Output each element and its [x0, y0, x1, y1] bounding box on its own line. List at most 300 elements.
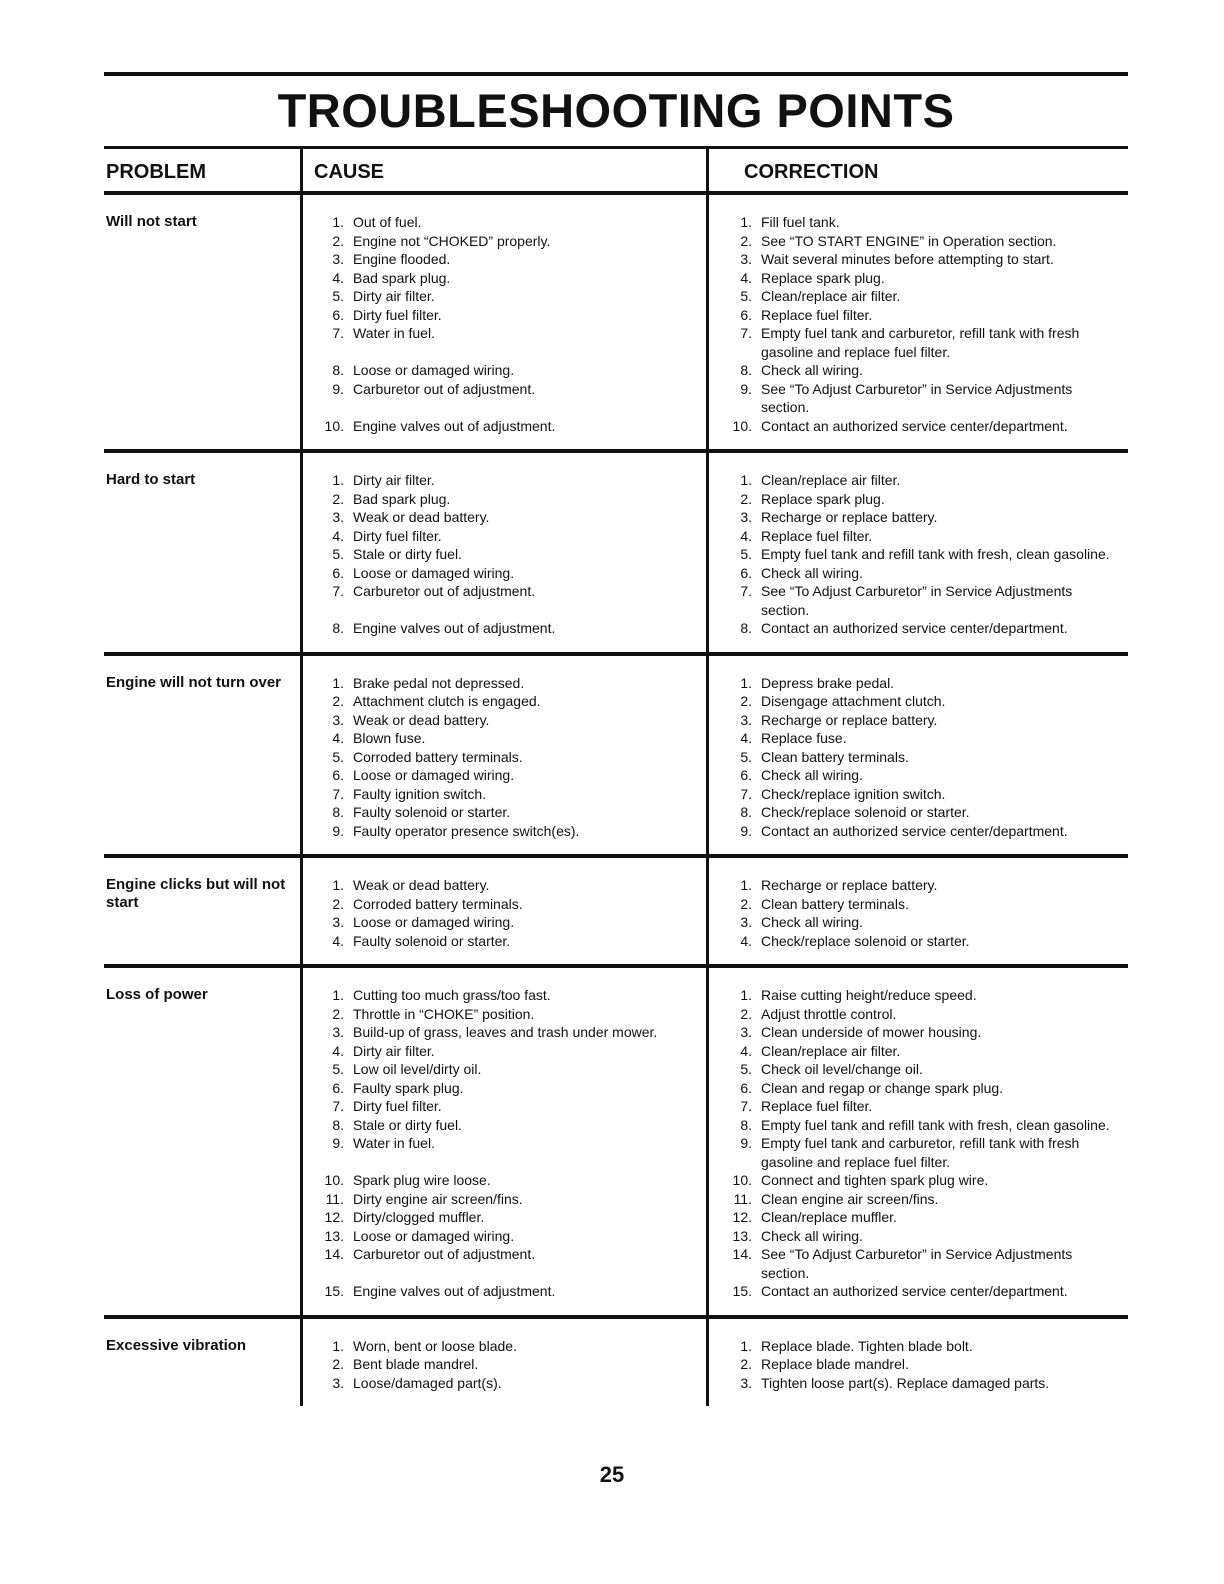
correction-item	[712, 674, 1128, 693]
cause-column	[306, 453, 712, 652]
item-number: 5.	[332, 1061, 344, 1077]
correction-column	[712, 858, 1128, 964]
item-number: 7.	[332, 325, 344, 341]
item-text: Check all wiring.	[761, 564, 863, 581]
item-text: Replace spark plug.	[761, 490, 885, 507]
problem-section	[104, 968, 1128, 1315]
correction-list	[712, 986, 1128, 1301]
cause-item	[306, 361, 712, 380]
item-text: Clean/replace air filter.	[761, 1042, 901, 1059]
item-text: Empty fuel tank and carburetor, refill tank with fresh gasoline and replace fuel filter.	[761, 1135, 1080, 1170]
correction-item	[712, 1171, 1128, 1190]
item-number: 3.	[740, 711, 752, 728]
item-text: Clean and regap or change spark plug.	[761, 1079, 1004, 1096]
item-number: 6.	[332, 767, 344, 783]
cause-item	[306, 527, 712, 546]
item-text: Build-up of grass, leaves and trash under mower.	[353, 1024, 658, 1040]
item-text: Connect and tighten spark plug wire.	[761, 1172, 989, 1188]
cause-list	[306, 213, 712, 435]
item-number: 6.	[332, 306, 344, 323]
item-text: Faulty operator presence switch(es).	[353, 822, 580, 839]
item-number: 3.	[740, 1374, 752, 1391]
cause-list	[306, 471, 712, 638]
correction-list	[712, 213, 1128, 435]
cause-item	[306, 822, 712, 841]
cause-item	[306, 1116, 712, 1135]
cause-item	[306, 287, 712, 306]
item-number: 5.	[332, 288, 344, 304]
item-text: Check/replace solenoid or starter.	[761, 804, 970, 820]
item-text: Loose or damaged wiring.	[353, 564, 515, 581]
cause-list	[306, 876, 712, 950]
cause-item	[306, 1134, 712, 1153]
cause-column	[306, 968, 712, 1315]
item-text: Recharge or replace battery.	[761, 509, 938, 525]
item-number: 2.	[740, 895, 752, 912]
cause-item	[306, 1079, 712, 1098]
item-number: 12.	[324, 1209, 344, 1225]
column-divider	[706, 656, 709, 855]
correction-item	[712, 1208, 1128, 1227]
correction-item	[712, 1060, 1128, 1079]
item-text: Dirty air filter.	[353, 472, 435, 488]
item-text: Weak or dead battery.	[353, 509, 490, 525]
column-divider	[706, 195, 709, 449]
cause-item	[306, 1190, 712, 1209]
correction-item	[712, 471, 1128, 490]
item-number: 1.	[740, 1337, 752, 1354]
problem-section	[104, 1319, 1128, 1407]
column-divider	[706, 1319, 709, 1407]
item-number: 7.	[332, 1098, 344, 1114]
column-divider	[300, 656, 303, 855]
correction-column	[712, 656, 1128, 855]
item-number: 3.	[740, 914, 752, 930]
item-number: 7.	[740, 1098, 752, 1114]
item-text: Loose or damaged wiring.	[353, 1227, 515, 1244]
item-number: 1.	[740, 472, 752, 488]
correction-item	[712, 785, 1128, 804]
item-number: 13.	[324, 1227, 344, 1244]
correction-item	[712, 1282, 1128, 1301]
item-number: 3.	[332, 1024, 344, 1040]
correction-item	[712, 619, 1128, 638]
item-text: Engine valves out of adjustment.	[353, 417, 556, 434]
item-text: Dirty fuel filter.	[353, 527, 442, 544]
item-text: Out of fuel.	[353, 214, 422, 230]
cause-item	[306, 1374, 712, 1393]
item-text: Water in fuel.	[353, 325, 435, 341]
item-number: 10.	[324, 1172, 344, 1188]
correction-item	[712, 876, 1128, 895]
correction-column	[712, 195, 1128, 449]
item-text: Contact an authorized service center/department.	[761, 1283, 1068, 1299]
item-number: 3.	[332, 914, 344, 930]
item-text: Brake pedal not depressed.	[353, 674, 525, 691]
item-number: 3.	[740, 1024, 752, 1040]
item-number: 2.	[740, 1356, 752, 1372]
cause-list	[306, 986, 712, 1301]
item-text: Clean battery terminals.	[761, 748, 909, 765]
item-number: 2.	[740, 232, 752, 249]
item-number: 1.	[332, 674, 344, 691]
problem-section	[104, 656, 1128, 855]
item-number: 14.	[324, 1246, 344, 1262]
item-number: 2.	[740, 490, 752, 507]
correction-item	[712, 1337, 1128, 1356]
correction-item	[712, 527, 1128, 546]
item-text: Replace fuse.	[761, 730, 847, 746]
header-correction: CORRECTION	[744, 161, 879, 183]
item-text: Contact an authorized service center/department.	[761, 417, 1068, 434]
cause-item	[306, 582, 712, 601]
correction-column	[712, 1319, 1128, 1407]
correction-item	[712, 582, 1128, 619]
correction-item	[712, 1355, 1128, 1374]
item-text: Check all wiring.	[761, 362, 863, 378]
item-text: Faulty solenoid or starter.	[353, 804, 511, 820]
item-number: 15.	[324, 1283, 344, 1299]
item-number: 9.	[740, 822, 752, 839]
item-number: 7.	[740, 325, 752, 341]
correction-item	[712, 692, 1128, 711]
item-number: 1.	[740, 674, 752, 691]
list-spacer	[306, 1153, 712, 1172]
cause-item	[306, 895, 712, 914]
item-text: Carburetor out of adjustment.	[353, 583, 536, 599]
item-text: Bad spark plug.	[353, 269, 451, 286]
item-text: See “To Adjust Carburetor” in Service Adjustments section.	[761, 380, 1073, 415]
cause-item	[306, 490, 712, 509]
correction-item	[712, 822, 1128, 841]
item-text: Engine flooded.	[353, 251, 451, 267]
item-text: Engine valves out of adjustment.	[353, 1283, 556, 1299]
item-number: 2.	[740, 1005, 752, 1022]
cause-item	[306, 1023, 712, 1042]
problem-label: Will not start	[106, 213, 197, 230]
item-text: Weak or dead battery.	[353, 877, 490, 893]
item-number: 6.	[740, 1079, 752, 1096]
problem-label: Excessive vibration	[106, 1336, 247, 1354]
cause-item	[306, 1097, 712, 1116]
item-number: 6.	[332, 1079, 344, 1096]
item-number: 11.	[733, 1190, 752, 1207]
correction-item	[712, 932, 1128, 951]
item-text: Corroded battery terminals.	[353, 748, 523, 765]
item-text: Clean/replace air filter.	[761, 288, 901, 304]
correction-item	[712, 232, 1128, 251]
correction-item	[712, 287, 1128, 306]
item-text: Loose or damaged wiring.	[353, 914, 515, 930]
item-text: Fill fuel tank.	[761, 214, 840, 230]
correction-item	[712, 417, 1128, 436]
item-text: Check oil level/change oil.	[761, 1061, 923, 1077]
item-number: 5.	[740, 546, 752, 562]
item-text: Bad spark plug.	[353, 490, 451, 507]
item-text: Dirty fuel filter.	[353, 1098, 442, 1114]
cause-item	[306, 417, 712, 436]
correction-item	[712, 508, 1128, 527]
item-number: 4.	[740, 527, 752, 544]
correction-item	[712, 1097, 1128, 1116]
item-text: Check all wiring.	[761, 914, 863, 930]
cause-item	[306, 876, 712, 895]
item-text: Spark plug wire loose.	[353, 1172, 491, 1188]
item-text: Blown fuse.	[353, 730, 426, 746]
item-number: 1.	[332, 472, 344, 488]
item-text: Dirty air filter.	[353, 1042, 435, 1059]
item-text: Disengage attachment clutch.	[761, 693, 946, 709]
column-divider	[706, 453, 709, 652]
item-text: Loose or damaged wiring.	[353, 767, 515, 783]
item-number: 1.	[332, 987, 344, 1003]
item-text: Depress brake pedal.	[761, 674, 895, 691]
column-divider	[300, 858, 303, 964]
item-number: 1.	[332, 877, 344, 893]
item-number: 4.	[740, 730, 752, 746]
item-text: See “To Adjust Carburetor” in Service Adjustments section.	[761, 1246, 1073, 1281]
item-number: 9.	[332, 822, 344, 839]
item-text: Faulty ignition switch.	[353, 785, 487, 802]
item-number: 9.	[332, 380, 344, 397]
correction-item	[712, 545, 1128, 564]
correction-item	[712, 766, 1128, 785]
item-number: 8.	[332, 804, 344, 820]
correction-item	[712, 564, 1128, 583]
item-text: See “TO START ENGINE” in Operation section.	[761, 232, 1057, 249]
item-number: 6.	[332, 564, 344, 581]
item-text: Check/replace solenoid or starter.	[761, 932, 970, 949]
item-number: 8.	[740, 1116, 752, 1133]
cause-item	[306, 711, 712, 730]
item-text: Faulty spark plug.	[353, 1079, 464, 1096]
item-text: Check/replace ignition switch.	[761, 785, 946, 802]
item-number: 3.	[740, 251, 752, 267]
correction-item	[712, 748, 1128, 767]
item-number: 1.	[332, 1337, 344, 1354]
cause-item	[306, 692, 712, 711]
item-text: Engine valves out of adjustment.	[353, 620, 556, 636]
problem-section	[104, 858, 1128, 964]
item-text: Worn, bent or loose blade.	[353, 1337, 517, 1354]
item-text: Check all wiring.	[761, 767, 863, 783]
troubleshooting-page	[104, 72, 1128, 1406]
correction-item	[712, 250, 1128, 269]
item-text: Water in fuel.	[353, 1135, 435, 1151]
problem-label: Engine clicks but will not start	[106, 876, 286, 911]
cause-item	[306, 1208, 712, 1227]
correction-item	[712, 213, 1128, 232]
item-number: 5.	[740, 288, 752, 304]
correction-item	[712, 324, 1128, 361]
item-text: Clean engine air screen/fins.	[761, 1190, 939, 1207]
header-cause: CAUSE	[314, 161, 385, 183]
item-text: Weak or dead battery.	[353, 711, 490, 728]
cause-column	[306, 858, 712, 964]
column-divider	[300, 453, 303, 652]
cause-item	[306, 1282, 712, 1301]
list-spacer	[306, 343, 712, 362]
item-number: 4.	[332, 269, 344, 286]
cause-item	[306, 766, 712, 785]
item-text: Replace fuel filter.	[761, 1098, 873, 1114]
item-text: Dirty/clogged muffler.	[353, 1209, 485, 1225]
item-text: Replace fuel filter.	[761, 306, 873, 323]
item-number: 9.	[740, 380, 752, 397]
item-number: 3.	[332, 711, 344, 728]
item-text: Low oil level/dirty oil.	[353, 1061, 482, 1077]
item-text: Clean/replace air filter.	[761, 472, 901, 488]
item-text: Attachment clutch is engaged.	[353, 693, 541, 709]
cause-item	[306, 324, 712, 343]
item-text: Dirty fuel filter.	[353, 306, 442, 323]
item-number: 9.	[332, 1135, 344, 1151]
item-text: Dirty engine air screen/fins.	[353, 1190, 523, 1207]
item-number: 10.	[732, 417, 752, 434]
cause-item	[306, 250, 712, 269]
cause-item	[306, 545, 712, 564]
cause-list	[306, 1337, 712, 1393]
item-text: Loose or damaged wiring.	[353, 362, 515, 378]
item-number: 5.	[740, 1061, 752, 1077]
cause-item	[306, 1060, 712, 1079]
item-number: 2.	[332, 490, 344, 507]
item-text: Carburetor out of adjustment.	[353, 380, 536, 397]
cause-item	[306, 306, 712, 325]
cause-item	[306, 269, 712, 288]
item-number: 2.	[332, 1356, 344, 1372]
correction-item	[712, 1042, 1128, 1061]
correction-item	[712, 1079, 1128, 1098]
correction-item	[712, 1116, 1128, 1135]
correction-item	[712, 803, 1128, 822]
cause-item	[306, 729, 712, 748]
correction-item	[712, 380, 1128, 417]
correction-item	[712, 269, 1128, 288]
item-number: 2.	[332, 895, 344, 912]
item-text: Recharge or replace battery.	[761, 877, 938, 893]
item-number: 6.	[740, 564, 752, 581]
item-number: 8.	[332, 362, 344, 378]
header-problem: PROBLEM	[106, 161, 206, 183]
item-number: 6.	[740, 306, 752, 323]
item-text: Replace spark plug.	[761, 269, 885, 286]
cause-item	[306, 232, 712, 251]
item-text: Recharge or replace battery.	[761, 711, 938, 728]
item-text: Check all wiring.	[761, 1227, 863, 1244]
item-text: Dirty air filter.	[353, 288, 435, 304]
item-number: 1.	[740, 987, 752, 1003]
item-text: Replace fuel filter.	[761, 527, 873, 544]
cause-item	[306, 471, 712, 490]
correction-item	[712, 1374, 1128, 1393]
cause-item	[306, 619, 712, 638]
cause-item	[306, 748, 712, 767]
item-text: Contact an authorized service center/department.	[761, 620, 1068, 636]
item-number: 15.	[732, 1283, 752, 1299]
item-number: 8.	[740, 804, 752, 820]
item-text: Stale or dirty fuel.	[353, 546, 462, 562]
item-number: 4.	[332, 1042, 344, 1059]
item-text: Tighten loose part(s). Replace damaged parts.	[761, 1374, 1050, 1391]
cause-item	[306, 1245, 712, 1264]
cause-item	[306, 1337, 712, 1356]
item-number: 4.	[332, 527, 344, 544]
correction-column	[712, 968, 1128, 1315]
item-text: Loose/damaged part(s).	[353, 1374, 502, 1391]
cause-item	[306, 564, 712, 583]
column-divider	[706, 149, 709, 191]
item-number: 2.	[740, 693, 752, 709]
item-text: Replace blade. Tighten blade bolt.	[761, 1337, 973, 1354]
item-number: 1.	[740, 877, 752, 893]
item-number: 13.	[732, 1227, 752, 1244]
column-divider	[300, 149, 303, 191]
problem-label: Hard to start	[106, 471, 196, 488]
correction-column	[712, 453, 1128, 652]
problem-label: Loss of power	[106, 986, 208, 1003]
item-number: 4.	[740, 1042, 752, 1059]
correction-item	[712, 1023, 1128, 1042]
column-divider	[300, 195, 303, 449]
item-number: 10.	[324, 417, 344, 434]
item-text: Clean/replace muffler.	[761, 1209, 897, 1225]
item-text: Adjust throttle control.	[761, 1005, 897, 1022]
cause-item	[306, 913, 712, 932]
column-divider	[706, 858, 709, 964]
item-number: 8.	[332, 620, 344, 636]
item-number: 4.	[332, 932, 344, 949]
item-text: Wait several minutes before attempting to start.	[761, 251, 1054, 267]
item-text: Empty fuel tank and refill tank with fresh, clean gasoline.	[761, 546, 1110, 562]
cause-column	[306, 195, 712, 449]
item-text: Clean battery terminals.	[761, 895, 909, 912]
cause-item	[306, 785, 712, 804]
correction-item	[712, 711, 1128, 730]
correction-item	[712, 1190, 1128, 1209]
correction-item	[712, 913, 1128, 932]
item-text: Carburetor out of adjustment.	[353, 1246, 536, 1262]
correction-item	[712, 895, 1128, 914]
item-number: 4.	[332, 730, 344, 746]
item-text: Bent blade mandrel.	[353, 1356, 479, 1372]
page-number: 25	[599, 1462, 625, 1487]
item-number: 2.	[332, 232, 344, 249]
cause-item	[306, 932, 712, 951]
correction-list	[712, 1337, 1128, 1393]
cause-item	[306, 986, 712, 1005]
correction-list	[712, 876, 1128, 950]
item-text: Contact an authorized service center/department.	[761, 822, 1068, 839]
item-number: 5.	[332, 748, 344, 765]
cause-item	[306, 1355, 712, 1374]
correction-item	[712, 1005, 1128, 1024]
item-text: Corroded battery terminals.	[353, 895, 523, 912]
column-divider	[706, 968, 709, 1315]
cause-item	[306, 508, 712, 527]
item-number: 8.	[332, 1116, 344, 1133]
item-number: 1.	[332, 214, 344, 230]
item-text: Empty fuel tank and refill tank with fresh, clean gasoline.	[761, 1116, 1110, 1133]
item-number: 3.	[332, 251, 344, 267]
table-header	[104, 149, 1128, 191]
item-number: 4.	[740, 269, 752, 286]
correction-item	[712, 729, 1128, 748]
list-spacer	[306, 398, 712, 417]
column-divider	[300, 968, 303, 1315]
cause-item	[306, 1042, 712, 1061]
item-text: Empty fuel tank and carburetor, refill tank with fresh gasoline and replace fuel filter.	[761, 325, 1080, 360]
